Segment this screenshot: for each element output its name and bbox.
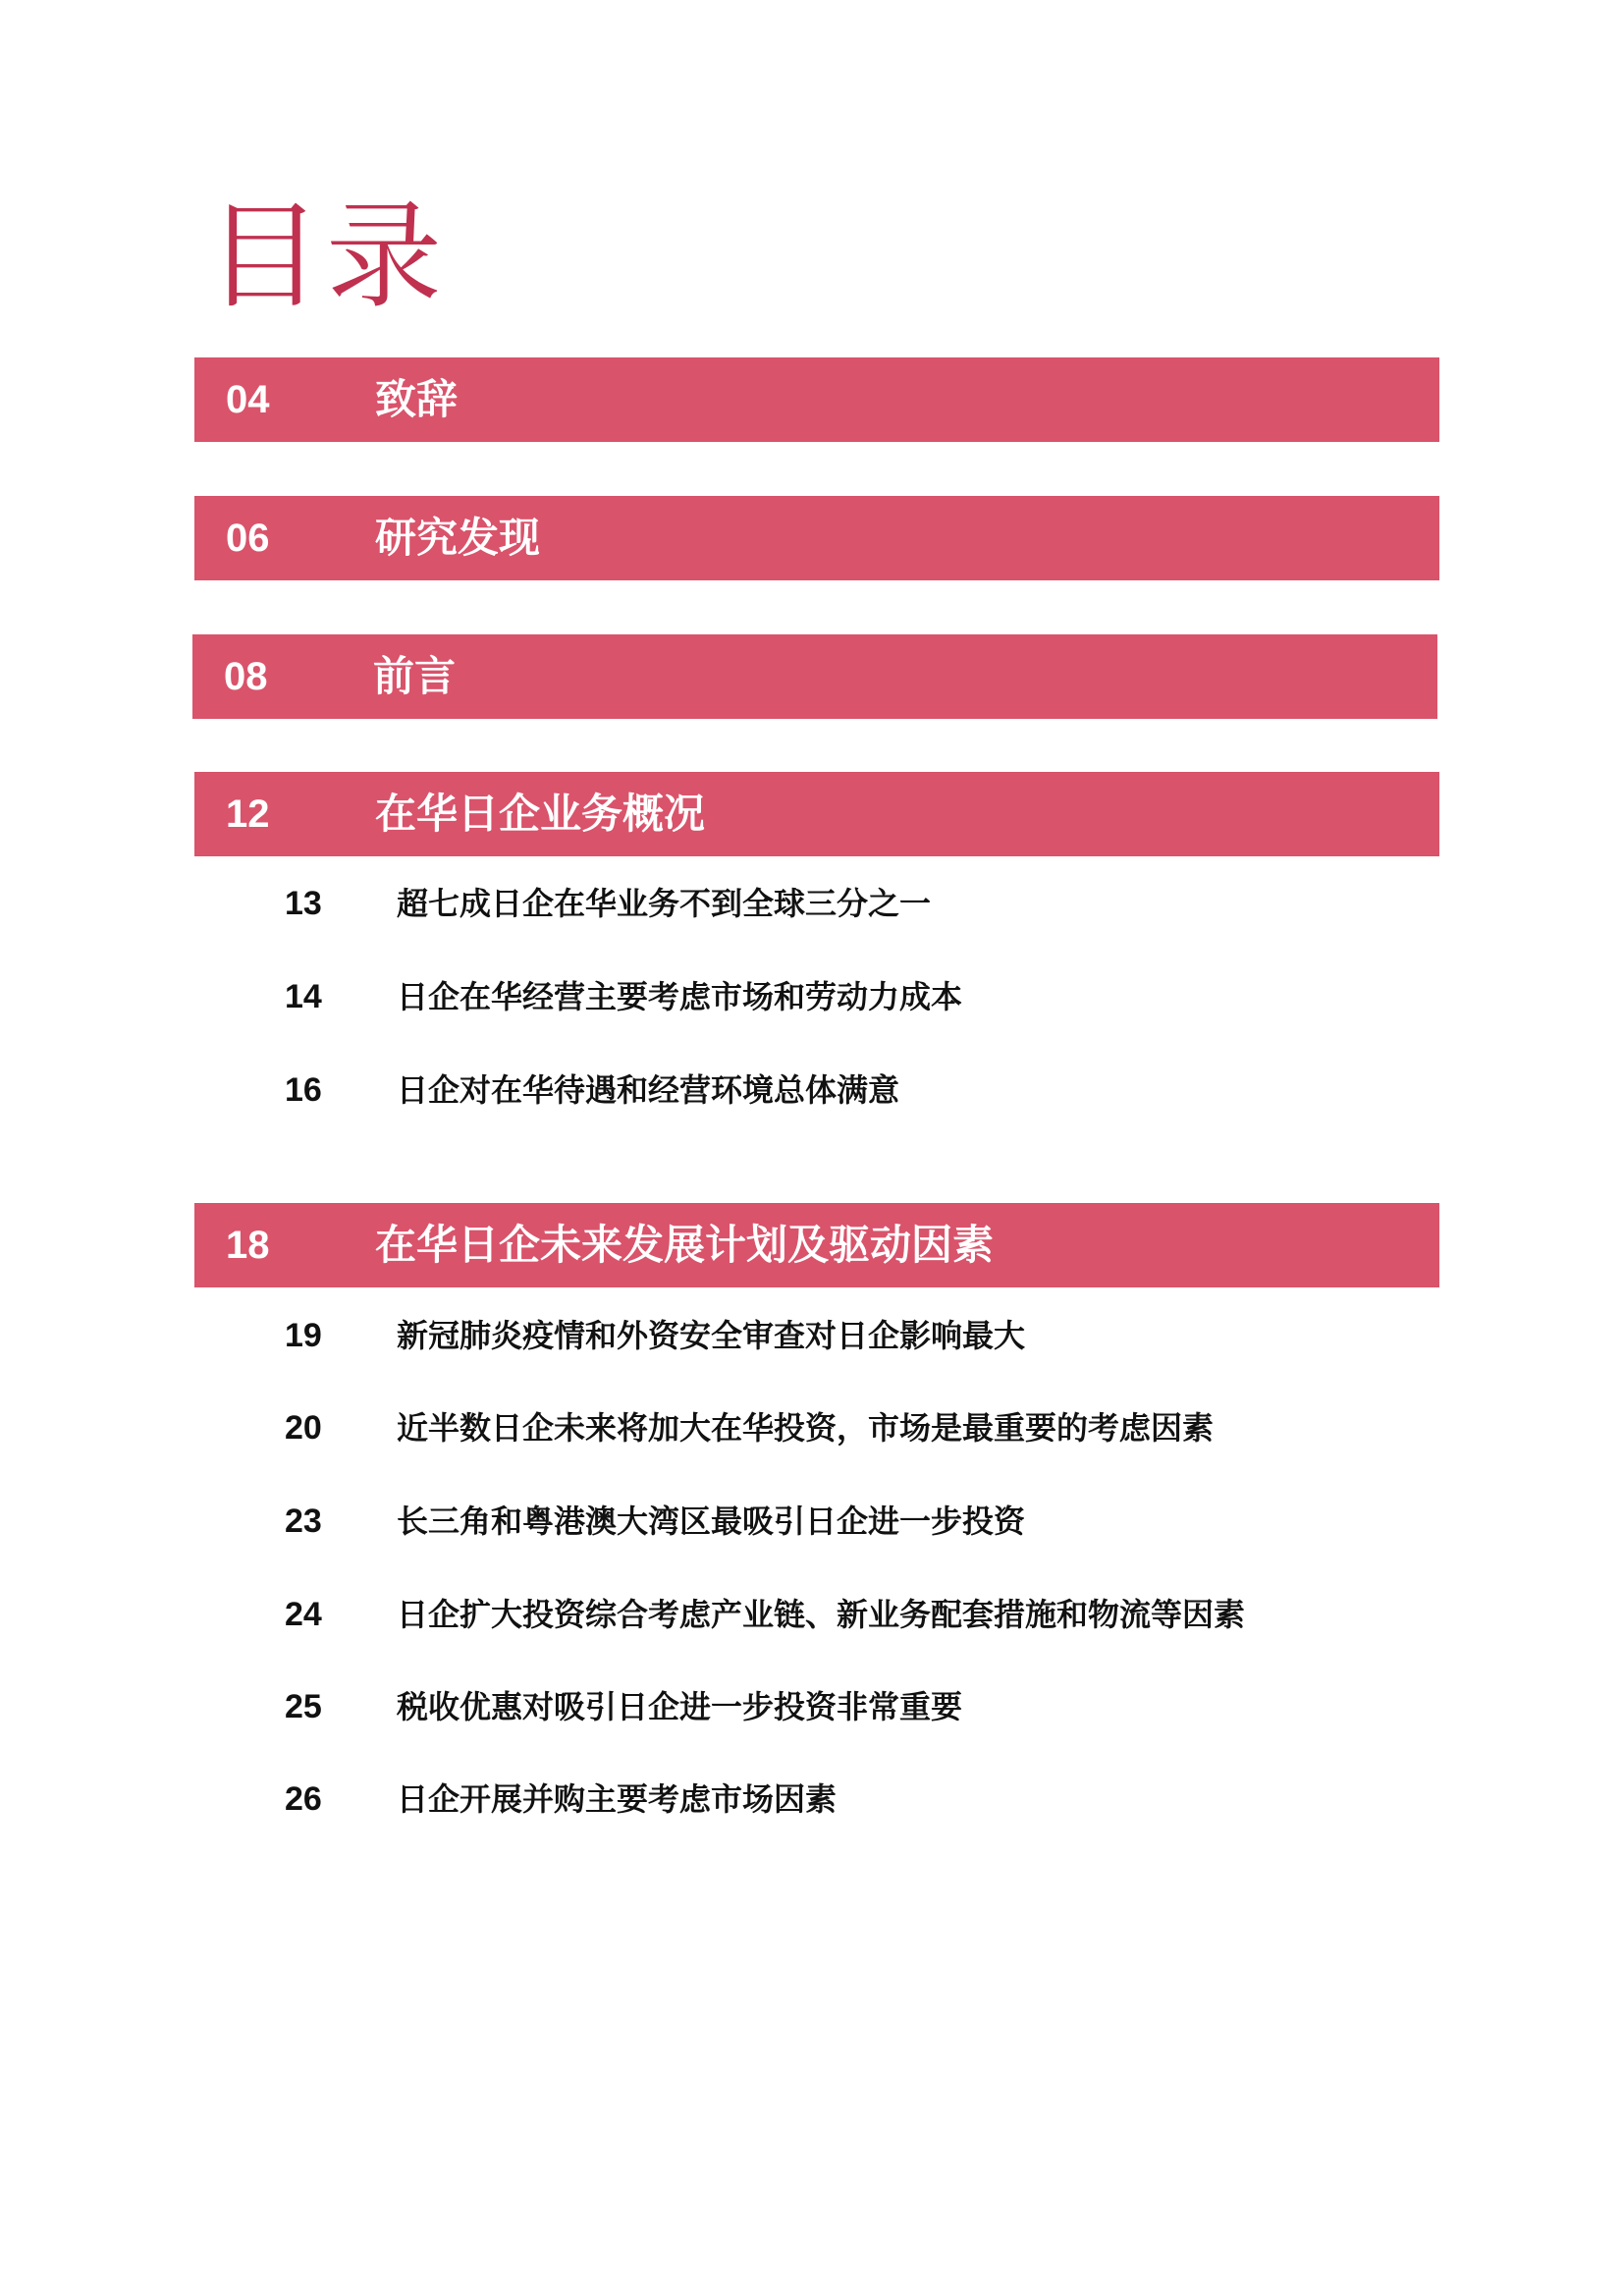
toc-item-title: 超七成日企在华业务不到全球三分之一 [397,885,932,922]
toc-section-title: 前言 [373,652,457,700]
toc-section-number: 06 [226,517,270,560]
toc-item-20[interactable] [0,1398,1623,1457]
toc-item-title: 税收优惠对吸引日企进一步投资非常重要 [397,1688,963,1725]
toc-item-title: 日企在华经营主要考虑市场和劳动力成本 [397,978,963,1015]
toc-item-13[interactable] [0,874,1623,933]
toc-section-18[interactable] [194,1203,1439,1287]
toc-section-title: 在华日企业务概况 [375,790,706,838]
toc-item-title: 近半数日企未来将加大在华投资，市场是最重要的考虑因素 [397,1409,1215,1447]
toc-item-number: 19 [285,1317,322,1354]
toc-item-number: 25 [285,1688,322,1725]
toc-item-title: 日企开展并购主要考虑市场因素 [397,1780,838,1818]
toc-section-06[interactable] [194,496,1439,580]
toc-item-number: 26 [285,1780,322,1818]
toc-item-number: 20 [285,1409,322,1447]
toc-section-08[interactable] [192,634,1437,719]
toc-section-number: 18 [226,1224,270,1267]
toc-item-number: 24 [285,1596,322,1633]
toc-item-23[interactable] [0,1492,1623,1551]
toc-section-title: 研究发现 [375,514,541,562]
toc-section-number: 12 [226,793,270,836]
toc-item-number: 14 [285,978,322,1015]
toc-item-24[interactable] [0,1585,1623,1644]
toc-item-number: 16 [285,1071,322,1109]
toc-section-number: 04 [226,378,270,421]
toc-item-title: 日企对在华待遇和经营环境总体满意 [397,1071,900,1109]
toc-item-title: 日企扩大投资综合考虑产业链、新业务配套措施和物流等因素 [397,1596,1246,1633]
toc-item-14[interactable] [0,967,1623,1026]
toc-item-26[interactable] [0,1770,1623,1829]
toc-item-number: 23 [285,1503,322,1540]
toc-section-number: 08 [224,655,268,698]
page-title: 目录 [206,189,447,324]
toc-section-title: 致辞 [375,375,459,423]
toc-item-16[interactable] [0,1061,1623,1120]
toc-item-19[interactable] [0,1306,1623,1365]
toc-item-number: 13 [285,885,322,922]
toc-section-12[interactable] [194,772,1439,856]
toc-item-title: 长三角和粤港澳大湾区最吸引日企进一步投资 [397,1503,1026,1540]
toc-item-title: 新冠肺炎疫情和外资安全审查对日企影响最大 [397,1317,1026,1354]
toc-section-title: 在华日企未来发展计划及驱动因素 [375,1221,995,1269]
toc-item-25[interactable] [0,1677,1623,1736]
toc-section-04[interactable] [194,357,1439,442]
